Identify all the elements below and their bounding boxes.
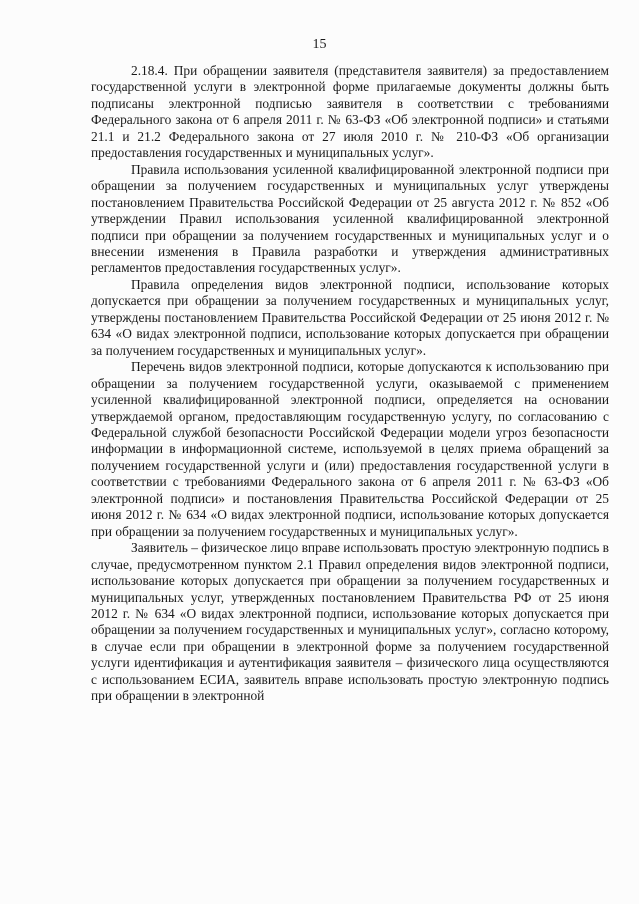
paragraph-signature-types-list: Перечень видов электронной подписи, которые допускаются к использованию при обращении за получением государственной услуги, оказываемой с применением усиленной квалифицированной электронной подписи, определяется на основании утверждаемой органом, предоставляющим государственную услугу, по согласованию с Федеральной службой безопасности Российской Федерации модели угроз безопасности информации в информационной системе, используемой в целях приема обращений за получением государственной услуги и (или) предоставления государственной услуги в соответствии с требованиями Федерального закона от 6 апреля 2011 г. № 63-ФЗ «Об электронной подписи» и постановления Правительства Российской Федерации от 25 июня 2012 г. № 634 «О видах электронной подписи, использование которых допускается при обращении за получением государственных и муниципальных услуг». [91, 359, 609, 539]
paragraph-signature-types-rules: Правила определения видов электронной подписи, использование которых допускается при обращении за получением государственных и муниципальных услуг, утверждены постановлением Правительства Российской Федерации от 25 июня 2012 г. № 634 «О видах электронной подписи, использование которых допускается при обращении за получением государственных и муниципальных услуг». [91, 276, 609, 358]
page-number: 15 [312, 37, 327, 52]
paragraph-2-18-4: 2.18.4. При обращении заявителя (представителя заявителя) за предоставлением государственной услуги в электронной форме прилагаемые документы должны быть подписаны электронной подписью заявителя в соответствии с требованиями Федерального закона от 6 апреля 2011 г. № 63-ФЗ «Об электронной подписи» и статьями 21.1 и 21.2 Федерального закона от 27 июля 2010 г. № 210-ФЗ «Об организации предоставления государственных и муниципальных услуг». [91, 63, 609, 161]
paragraph-simple-signature: Заявитель – физическое лицо вправе использовать простую электронную подпись в случае, предусмотренном пунктом 2.1 Правил определения видов электронной подписи, использование которых допускается при обращении за получением государственных и муниципальных услуг, утвержденных постановлением Правительства РФ от 25 июня 2012 г. № 634 «О видах электронной подписи, использование которых допускается при обращении за получением государственных и муниципальных услуг», согласно которому, в случае если при обращении в электронной форме за получением государственной услуги идентификация и аутентификация заявителя – физического лица осуществляются с использованием ЕСИА, заявитель вправе использовать простую электронную подпись при обращении в электронной [91, 540, 609, 704]
document-body [91, 63, 609, 705]
paragraph-qualified-signature-rules: Правила использования усиленной квалифицированной электронной подписи при обращении за получением государственных и муниципальных услуг утверждены постановлением Правительства Российской Федерации от 25 августа 2012 г. № 852 «Об утверждении Правил использования усиленной квалифицированной электронной подписи при обращении за получением государственных и муниципальных услуг и о внесении изменения в Правила разработки и утверждения административных регламентов предоставления государственных услуг». [91, 161, 609, 276]
